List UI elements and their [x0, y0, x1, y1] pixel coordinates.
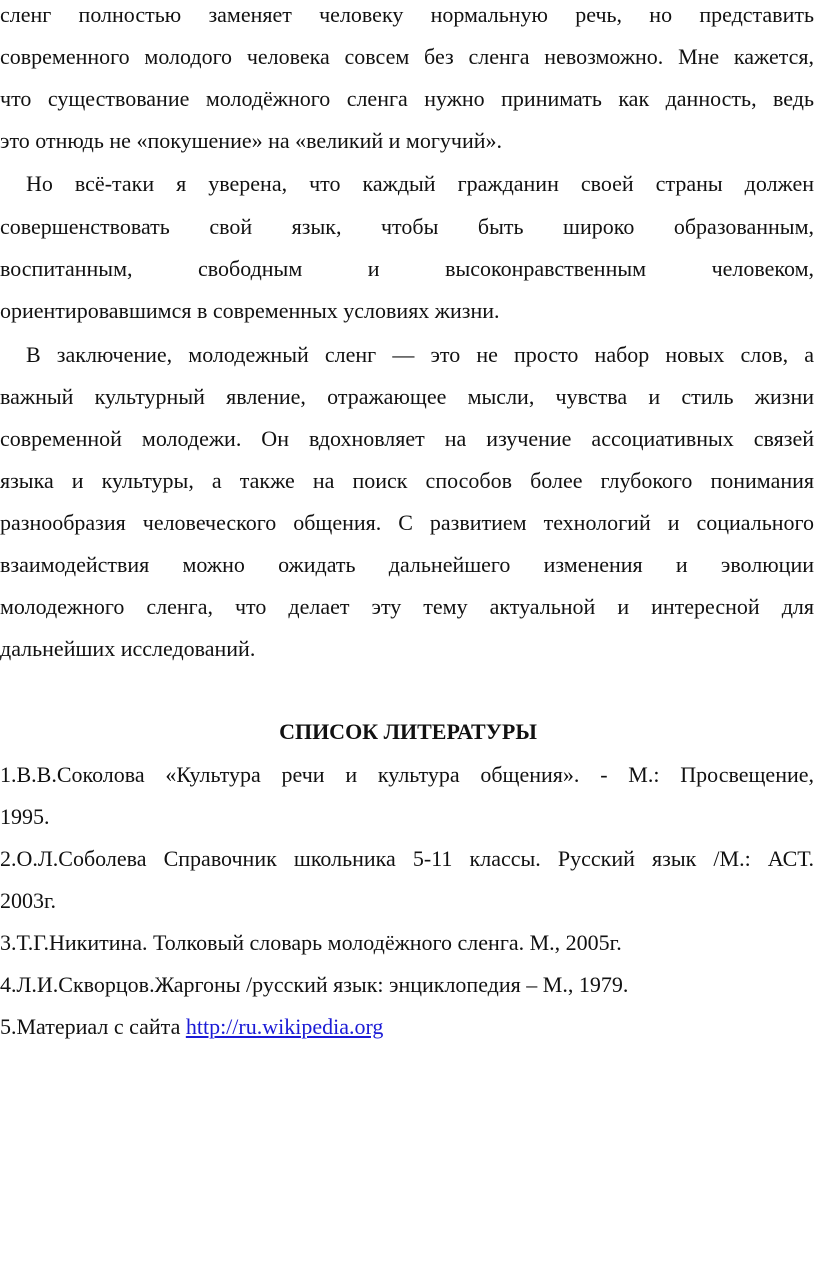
text-line: воспитанным, свободным и высоконравственным человеком, [0, 256, 814, 281]
reference-text: 2.О.Л.Соболева Справочник школьника 5-11 классы. Русский язык /М.: АСТ. [0, 846, 814, 871]
reference-text: 1.В.В.Соколова «Культура речи и культура общения». - М.: Просвещение, [0, 762, 814, 787]
text-line: важный культурный явление, отражающее мысли, чувства и стиль жизни [0, 384, 814, 409]
text-line: молодежного сленга, что делает эту тему актуальной и интересной для [0, 594, 814, 619]
text-line: совершенствовать свой язык, чтобы быть широко образованным, [0, 214, 814, 239]
text-line: это отнюдь не «покушение» на «великий и могучий». [0, 128, 502, 153]
text-line: взаимодействия можно ожидать дальнейшего изменения и эволюции [0, 552, 814, 577]
reference-item [0, 1016, 814, 1038]
references-heading: СПИСОК ЛИТЕРАТУРЫ [279, 719, 537, 744]
wikipedia-link[interactable]: http://ru.wikipedia.org [185, 1014, 384, 1039]
text-line: Но всё-таки я уверена, что каждый гражданин своей страны должен [26, 171, 814, 196]
text-line: В заключение, молодежный сленг — это не просто набор новых слов, а [26, 342, 814, 367]
reference-text: 5.Материал с сайта [0, 1014, 186, 1039]
text-line: ориентировавшимся в современных условиях жизни. [0, 298, 500, 323]
text-line: что существование молодёжного сленга нужно принимать как данность, ведь [0, 86, 814, 111]
reference-text: 3.Т.Г.Никитина. Толковый словарь молодёжного сленга. М., 2005г. [0, 930, 622, 955]
reference-text: 1995. [0, 804, 50, 829]
text-line: дальнейших исследований. [0, 636, 256, 661]
text-line: современного молодого человека совсем без сленга невозможно. Мне кажется, [0, 44, 814, 69]
text-line: современной молодежи. Он вдохновляет на изучение ассоциативных связей [0, 426, 814, 451]
text-line: разнообразия человеческого общения. С развитием технологий и социального [0, 510, 814, 535]
reference-text: 4.Л.И.Скворцов.Жаргоны /русский язык: энциклопедия – М., 1979. [0, 972, 629, 997]
text-line: языка и культуры, а также на поиск способов более глубокого понимания [0, 468, 814, 493]
reference-text: 2003г. [0, 888, 57, 913]
text-line: сленг полностью заменяет человеку нормальную речь, но представить [0, 2, 814, 27]
